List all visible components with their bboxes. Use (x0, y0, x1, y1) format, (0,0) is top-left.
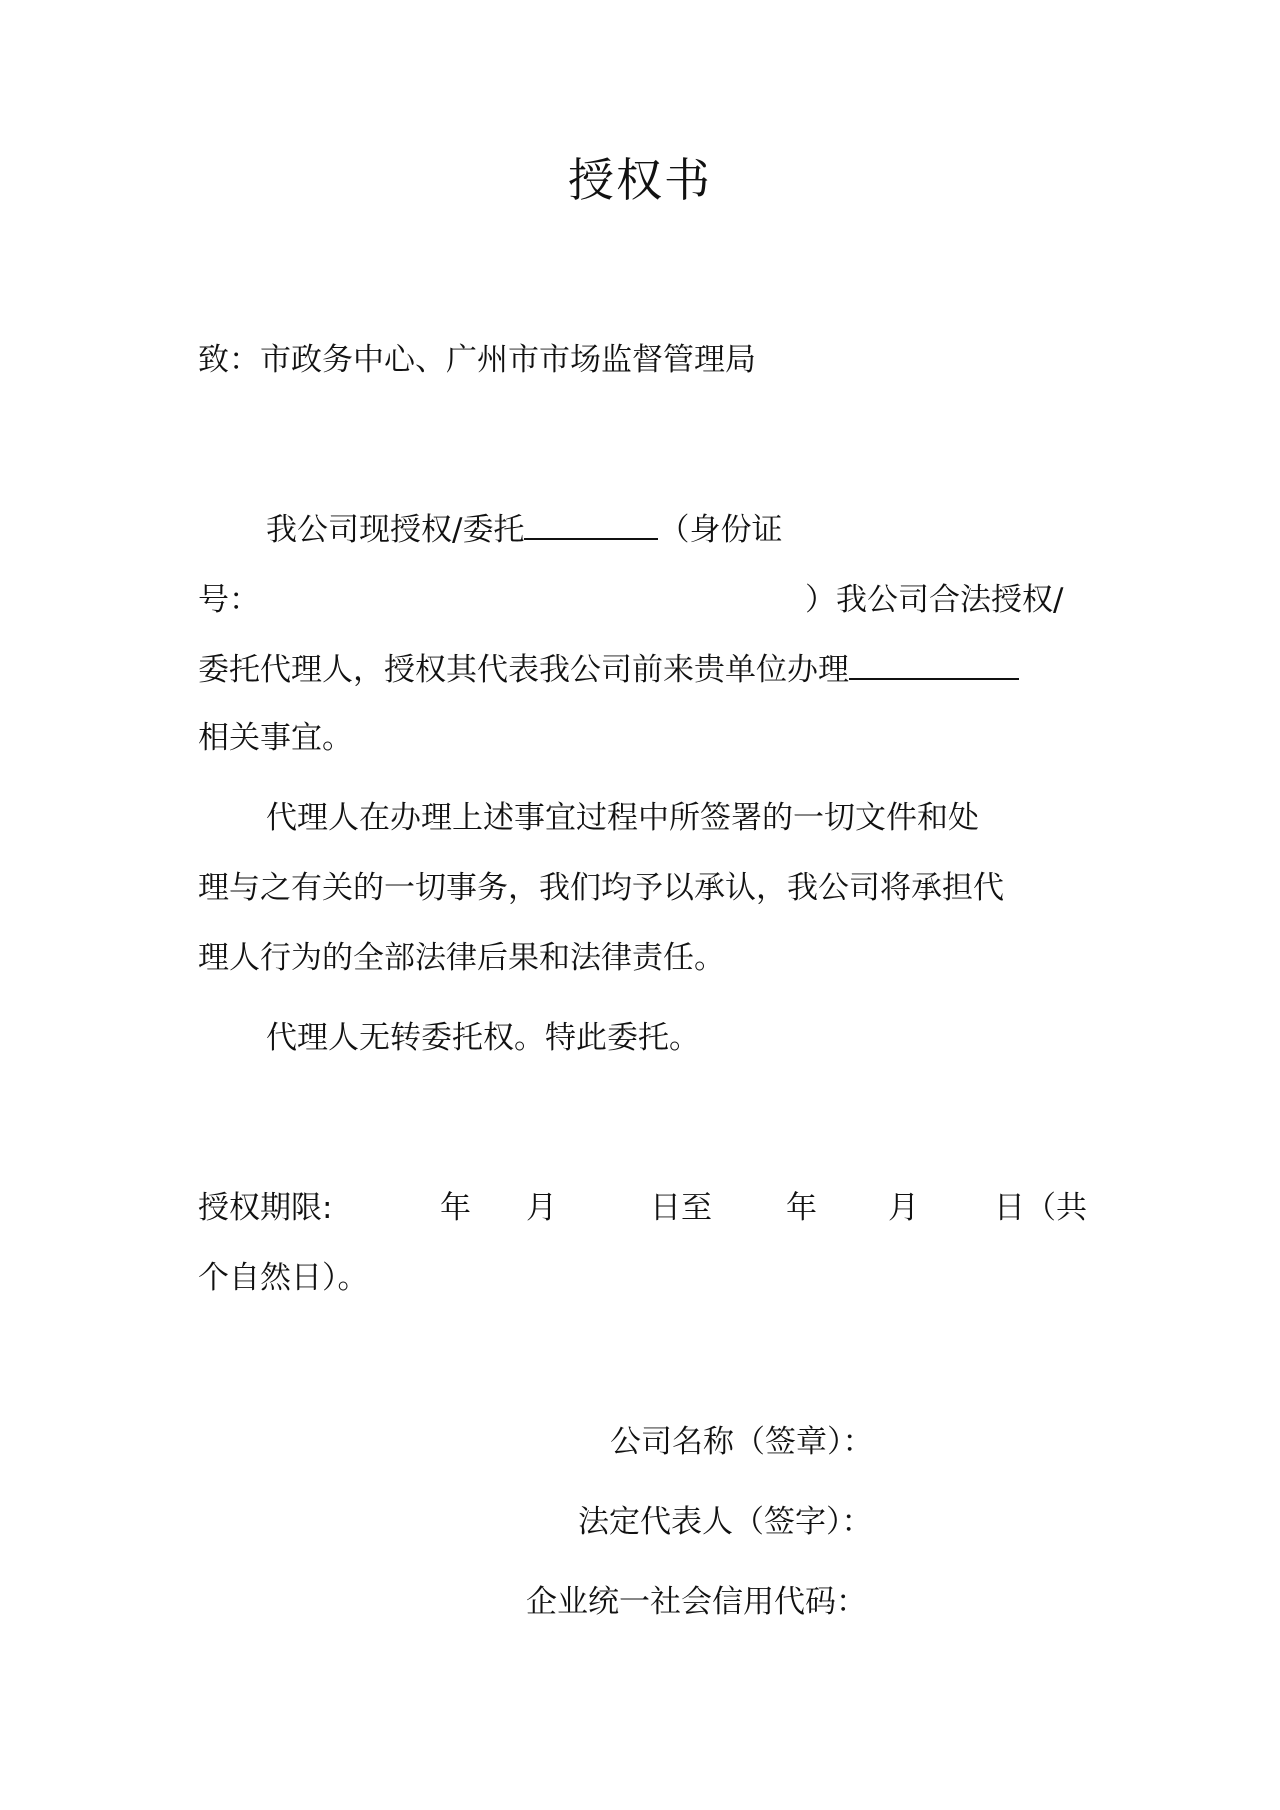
company-name-label: 公司名称（签章）： (610, 1424, 874, 1460)
para2-line1: 代理人在办理上述事宜过程中所签署的一切文件和处 (266, 800, 979, 836)
matter-blank[interactable] (849, 648, 1019, 680)
period-day2: 日（共 (994, 1190, 1087, 1226)
para1-line2-head: 号： (198, 582, 260, 618)
period-day1-to: 日至 (650, 1190, 712, 1226)
para1-line3 (198, 648, 1019, 692)
recipient-line: 致：市政务中心、广州市市场监督管理局 (198, 342, 756, 378)
para2-line3: 理人行为的全部法律后果和法律责任。 (198, 940, 725, 976)
para1-line1 (266, 508, 782, 552)
para1-line2-tail: ）我公司合法授权/ (805, 582, 1064, 618)
period-month2: 月 (888, 1190, 919, 1226)
para1-line4: 相关事宜。 (198, 720, 353, 756)
para2-line2: 理与之有关的一切事务，我们均予以承认，我公司将承担代 (198, 870, 1004, 906)
para3-line: 代理人无转委托权。特此委托。 (266, 1020, 700, 1056)
legal-rep-label: 法定代表人（签字）： (578, 1504, 873, 1540)
para1-line1-text: 我公司现授权/委托 (266, 512, 525, 548)
para1-line3-text: 委托代理人，授权其代表我公司前来贵单位办理 (198, 652, 849, 688)
period-label: 授权期限: (198, 1190, 333, 1226)
credit-code-label: 企业统一社会信用代码： (526, 1584, 867, 1620)
period-year1: 年 (440, 1190, 471, 1226)
period-month1: 月 (526, 1190, 557, 1226)
document-title: 授权书 (568, 153, 712, 207)
period-year2: 年 (786, 1190, 817, 1226)
para1-line1-tail: （身份证 (658, 512, 783, 548)
period-line2: 个自然日）。 (198, 1260, 369, 1296)
agent-name-blank[interactable] (524, 508, 658, 540)
